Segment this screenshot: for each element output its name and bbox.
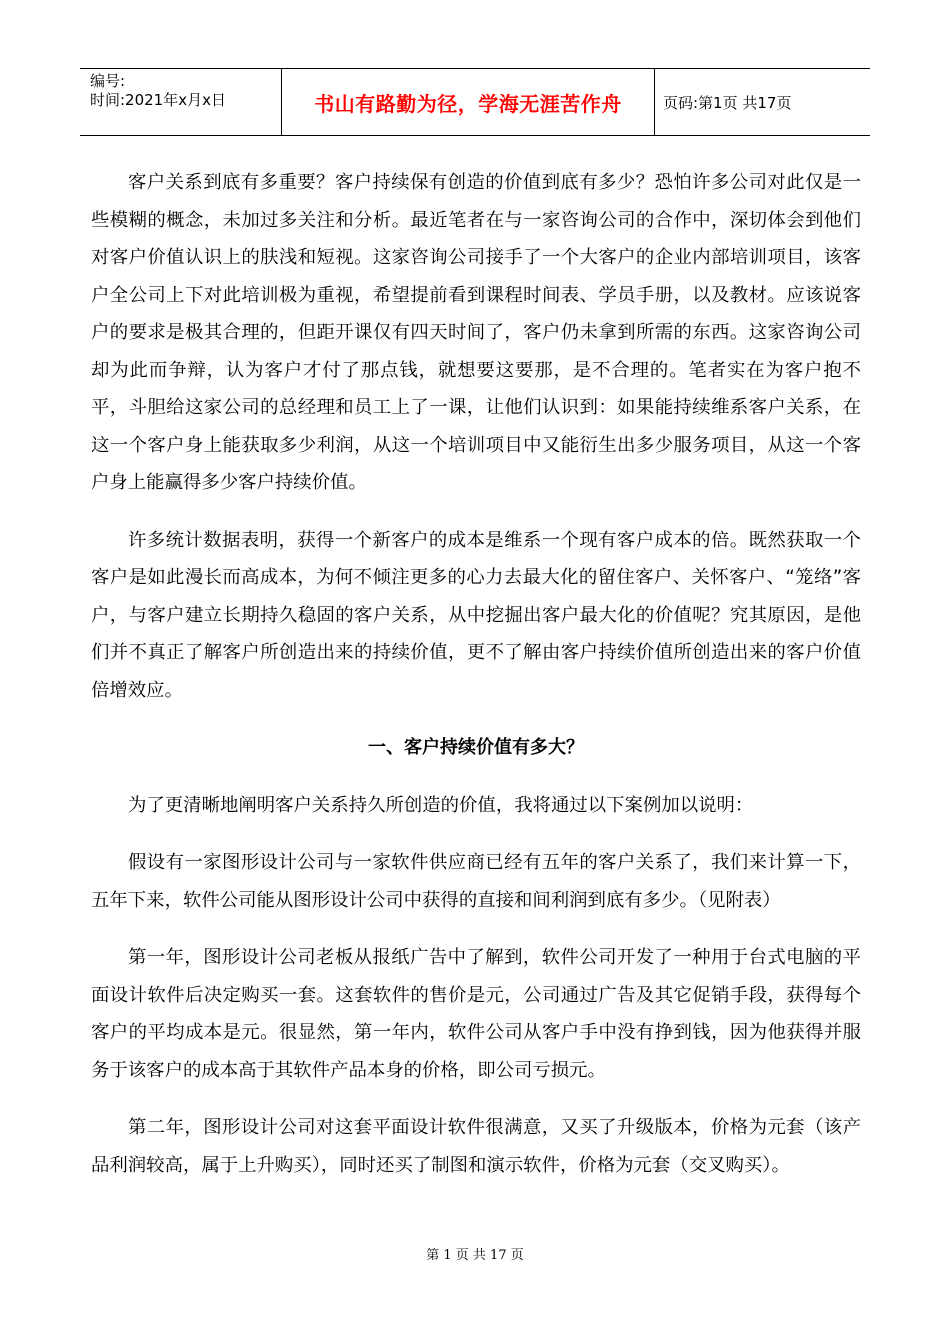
body-paragraph: 许多统计数据表明，获得一个新客户的成本是维系一个现有客户成本的倍。既然获取一个客户是如此漫长而高成本，为何不倾注更多的心力去最大化的留住客户、关怀客户、“笼络”客户，与客户建立长期持久稳固的客户关系，从中挖掘出客户最大化的价值呢？究其原因，是他们并不真正了解客户所创造出来的持续价值，更不了解由客户持续价值所创造出来的客户价值倍增效应。 bbox=[91, 529, 861, 701]
header-page-info: 页码:第1页 共17页 bbox=[663, 93, 792, 112]
document-body bbox=[91, 164, 861, 1204]
body-paragraph: 第二年，图形设计公司对这套平面设计软件很满意，又买了升级版本，价格为元套（该产品利润较高，属于上升购买），同时还买了制图和演示软件，价格为元套（交叉购买）。 bbox=[91, 1117, 861, 1176]
page-footer: 第 1 页 共 17 页 bbox=[426, 1248, 524, 1263]
body-paragraph: 为了更清晰地阐明客户关系持久所创造的价值，我将通过以下案例加以说明： bbox=[128, 794, 754, 816]
header-number-label: 编号: bbox=[90, 72, 126, 90]
body-paragraph: 第一年，图形设计公司老板从报纸广告中了解到，软件公司开发了一种用于台式电脑的平面设计软件后决定购买一套。这套软件的售价是元，公司通过广告及其它促销手段，获得每个客户的平均成本是元。很显然，第一年内，软件公司从客户手中没有挣到钱，因为他获得并服务于该客户的成本高于其软件产品本身的价格，即公司亏损元。 bbox=[91, 947, 861, 1081]
section-heading: 一、客户持续价值有多大？ bbox=[368, 737, 584, 758]
header-motto: 书山有路勤为径，学海无涯苦作舟 bbox=[281, 69, 655, 135]
body-paragraph: 假设有一家图形设计公司与一家软件供应商已经有五年的客户关系了，我们来计算一下，五年下来，软件公司能从图形设计公司中获得的直接和间利润到底有多少。（见附表） bbox=[91, 852, 861, 911]
header-time-label: 时间:2021年x月x日 bbox=[90, 91, 226, 109]
document-header bbox=[80, 68, 870, 136]
header-meta bbox=[80, 69, 281, 135]
body-paragraph: 客户关系到底有多重要？客户持续保有创造的价值到底有多少？恐怕许多公司对此仅是一些模糊的概念，未加过多关注和分析。最近笔者在与一家咨询公司的合作中，深切体会到他们对客户价值认识上的肤浅和短视。这家咨询公司接手了一个大客户的企业内部培训项目，该客户全公司上下对此培训极为重视，希望提前看到课程时间表、学员手册，以及教材。应该说客户的要求是极其合理的，但距开课仅有四天时间了，客户仍未拿到所需的东西。这家咨询公司却为此而争辩，认为客户才付了那点钱，就想要这要那，是不合理的。笔者实在为客户抱不平，斗胆给这家公司的总经理和员工上了一课，让他们认识到：如果能持续维系客户关系，在这一个客户身上能获取多少利润，从这一个培训项目中又能衍生出多少服务项目，从这一个客户身上能赢得多少客户持续价值。 bbox=[91, 172, 861, 493]
